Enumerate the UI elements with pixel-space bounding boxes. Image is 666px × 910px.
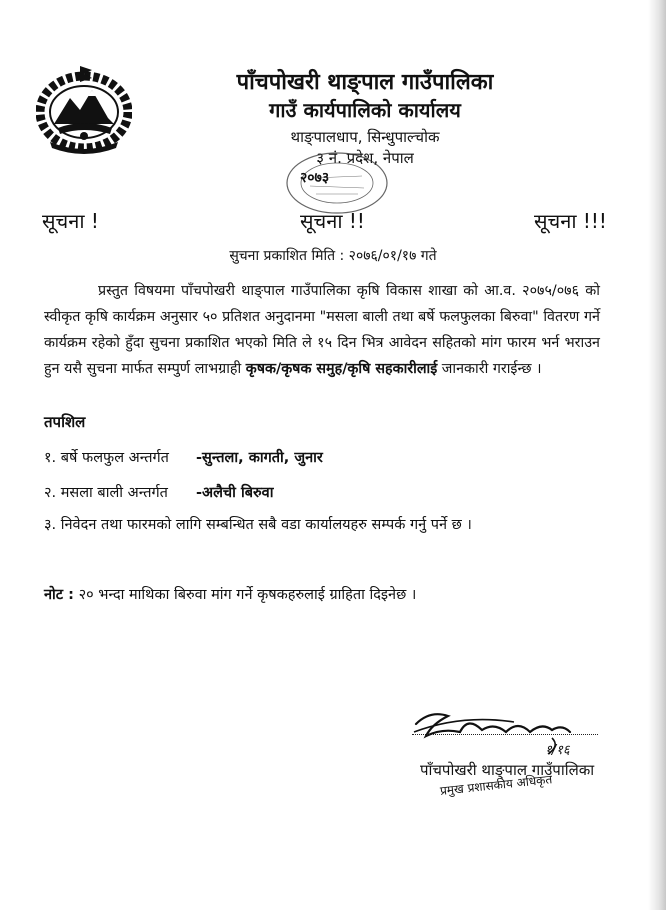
note — [44, 584, 416, 604]
details-heading: तपशिल — [44, 413, 86, 431]
office-province: ३ नं. प्रदेश, नेपाल — [316, 149, 414, 167]
nepal-government-emblem-icon — [36, 62, 132, 154]
publish-date: सुचना प्रकाशित मिति : २०७६/०१/१७ गते — [229, 248, 437, 264]
signature-date: १/१६ — [545, 743, 570, 758]
list-item — [44, 447, 323, 467]
municipality-title: पाँचपोखरी थाङ्पाल गाउँपालिका — [236, 70, 494, 95]
list-item — [44, 482, 273, 502]
notice-body — [44, 278, 600, 382]
notice-heading-3: सूचना !!! — [534, 209, 607, 233]
signature-line — [412, 734, 598, 735]
signatory-office: पाँचपोखरी थाङ्पाल गाउँपालिका — [420, 761, 595, 779]
notice-body-text: प्रस्तुत विषयमा पाँचपोखरी थाङ्पाल गाउँपालिका कृषि विकास शाखा को आ.व. २०७५/०७६ को स्वीकृत कृषि कार्यक्रम अनुसार ५० प्रतिशत अनुदानमा "मसला बाली तथा बर्षे फलफुलका बिरुवा" वितरण गर्ने कार्यक्रम रहेको हुँदा सुचना प्रकाशित भएको मिति ले १५ दिन भित्र आवेदन सहितको मांग फारम भर्न भराउन हुन यसै सुचना मार्फत सम्पुर्ण लाभग्राही — [44, 283, 600, 377]
list-item-label: ३. निवेदन तथा फारमको लागि सम्बन्धित सबै वडा कार्यालयहरु सम्पर्क गर्नु पर्ने छ । — [44, 517, 472, 533]
list-item-label: १. बर्षे फलफुल अन्तर्गत — [44, 450, 169, 466]
list-item-label: २. मसला बाली अन्तर्गत — [44, 485, 168, 501]
notice-heading-2: सूचना !! — [300, 209, 365, 233]
established-year: २०७३ — [300, 170, 330, 186]
scan-edge-shadow — [648, 0, 666, 910]
notice-body-beneficiaries: कृषक/कृषक समुह/कृषि सहकारीलाई — [245, 361, 438, 377]
list-item-value: -सुन्तला, कागती, जुनार — [196, 450, 323, 466]
office-location: थाङ्पालधाप, सिन्धुपाल्चोक — [290, 128, 440, 146]
handwritten-signature-icon — [402, 702, 602, 762]
note-text: २० भन्दा माथिका बिरुवा मांग गर्ने कृषकहरुलाई ग्राहिता दिइनेछ । — [73, 587, 417, 603]
signatory-role: प्रमुख प्रशासकीय अधिकृत — [439, 772, 553, 798]
list-item-value: -अलैची बिरुवा — [196, 485, 274, 501]
notice-heading-1: सूचना ! — [42, 209, 99, 233]
office-name: गाउँ कार्यपालिको कार्यालय — [269, 98, 461, 122]
list-item — [44, 514, 472, 534]
note-key: नोट : — [44, 587, 74, 603]
notice-body-closing: जानकारी गराईन्छ । — [437, 361, 542, 377]
